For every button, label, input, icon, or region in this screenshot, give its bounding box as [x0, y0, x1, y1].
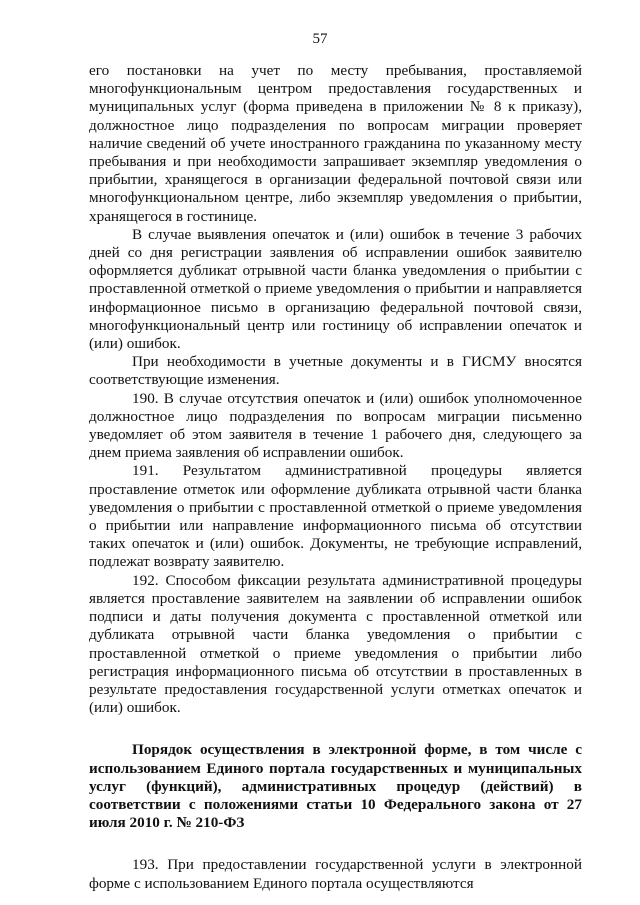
section-heading: Порядок осуществления в электронной форме, в том числе с использованием Единого портала государственных и муниципальных услуг (функций), административных процедур (действий) в соответствии с положениями статьи 10 Федерального закона от 27 июля 2010 г. № 210-ФЗ — [89, 741, 582, 832]
paragraph-191: 191. Результатом административной процедуры является проставление отметок или оформление дубликата отрывной части бланка уведомления о прибытии с проставленной отметкой о приеме уведомления о прибытии или направление информационного письма об отсутствии таких опечаток и (или) ошибок. Документы, не требующие исправлений, подлежат возврату заявителю. — [89, 462, 582, 571]
paragraph-193: 193. При предоставлении государственной услуги в электронной форме с использованием Единого портала осуществляются — [89, 856, 582, 892]
paragraph-190: 190. В случае отсутствия опечаток и (или) ошибок уполномоченное должностное лицо подразделения по вопросам миграции письменно уведомляет об этом заявителя в течение 1 рабочего дня, следующего за днем приема заявления об исправлении ошибок. — [89, 389, 582, 462]
document-body — [89, 62, 582, 893]
page-number: 57 — [312, 31, 328, 47]
paragraph-gismu-changes: При необходимости в учетные документы и в ГИСМУ вносятся соответствующие изменения. — [89, 353, 582, 389]
paragraph-continuation: его постановки на учет по месту пребывания, проставляемой многофункциональным центром предоставления государственных и муниципальных услуг (форма приведена в приложении № 8 к приказу), должностное лицо подразделения по вопросам миграции проверяет наличие сведений об учете иностранного гражданина по указанному месту пребывания и при необходимости запрашивает экземпляр уведомления о прибытии, хранящегося в организации федеральной почтовой связи или многофункциональном центре, либо экземпляр уведомления о прибытии, хранящегося в гостинице. — [89, 62, 582, 225]
paragraph-192: 192. Способом фиксации результата административной процедуры является проставление заявителем на заявлении об исправлении ошибок подписи и даты получения документа с проставленной отметкой или дубликата отрывной части бланка уведомления о прибытии с проставленной отметкой о приеме уведомления о прибытии либо регистрация информационного письма об отсутствии в проставленных в результате предоставления государственной услуги отметках опечаток и (или) ошибок. — [89, 571, 582, 717]
paragraph-error-correction: В случае выявления опечаток и (или) ошибок в течение 3 рабочих дней со дня регистрации заявления об исправлении ошибок заявителю оформляется дубликат отрывной части бланка уведомления о прибытии с проставленной отметкой о приеме уведомления о прибытии и направляется информационное письмо в организацию федеральной почтовой связи, многофункциональный центр или гостиницу об исправлении опечаток и (или) ошибок. — [89, 225, 582, 353]
